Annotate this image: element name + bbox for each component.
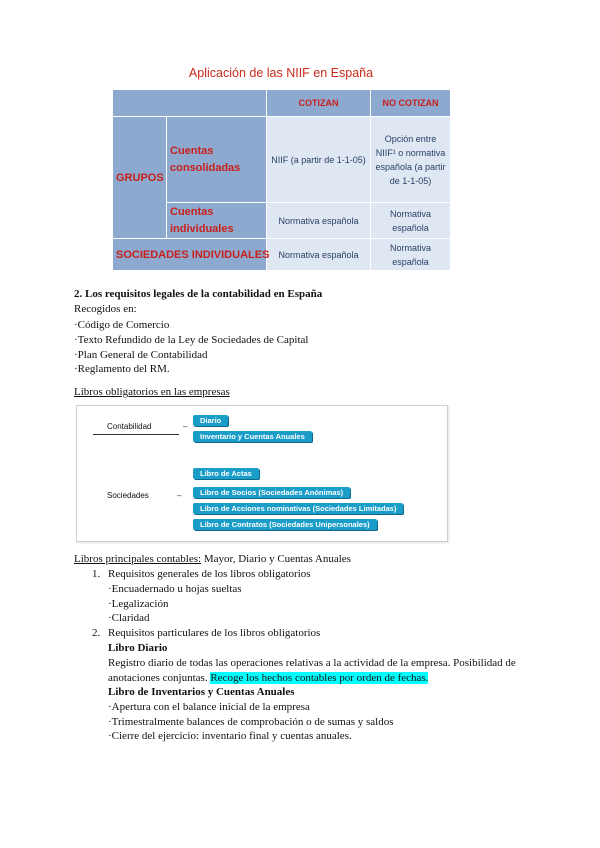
- book-contratos: Libro de Contratos (Sociedades Unipersonales): [193, 519, 377, 530]
- section2-item: ·Plan General de Contabilidad: [74, 349, 208, 361]
- list1-number: 1.: [92, 568, 101, 580]
- inventario-item: ·Cierre del ejercicio: inventario final y cuentas anuales.: [108, 730, 352, 742]
- list1-item: ·Encuadernado u hojas sueltas: [108, 583, 242, 595]
- list1-item: ·Claridad: [108, 612, 150, 624]
- book-acciones: Libro de Acciones nominativas (Sociedades Limitadas): [193, 503, 403, 514]
- list2-title: Requisitos particulares de los libros obligatorios: [108, 627, 321, 639]
- book-actas: Libro de Actas: [193, 468, 259, 479]
- inventario-item: ·Apertura con el balance inicial de la empresa: [108, 701, 310, 713]
- grupos-cell: GRUPOS: [113, 117, 167, 239]
- section2-heading: 2. Los requisitos legales de la contabilidad en España: [74, 288, 323, 300]
- sociedades-individuales-cell: SOCIEDADES INDIVIDUALES: [113, 239, 267, 271]
- ci-cotizan-cell: Normativa española: [267, 203, 371, 239]
- sociedades-label: Sociedades: [107, 491, 149, 500]
- cc-no-cotizan-cell: Opción entre NIIF¹ o normativa española (a partir de 1-1-05): [371, 117, 451, 203]
- book-diario: Diario: [193, 415, 228, 426]
- list1-item: ·Legalización: [108, 598, 169, 610]
- section2-item: ·Texto Refundido de la Ley de Sociedades de Capital: [74, 334, 309, 346]
- si-cotizan-cell: Normativa española: [267, 239, 371, 271]
- si-no-cotizan-cell: Normativa española: [371, 239, 451, 271]
- table-title: Aplicación de las NIIF en España: [188, 66, 374, 80]
- book-socios: Libro de Socios (Sociedades Anónimas): [193, 487, 350, 498]
- contabilidad-underline: [93, 434, 179, 435]
- cc-cotizan-cell: NIIF (a partir de 1-1-05): [267, 117, 371, 203]
- section2-item: ·Código de Comercio: [74, 319, 170, 331]
- header-no-cotizan: NO COTIZAN: [371, 90, 451, 117]
- inventario-heading: Libro de Inventarios y Cuentas Anuales: [108, 686, 295, 698]
- section2-intro: Recogidos en:: [74, 303, 137, 315]
- diario-text-2: [108, 671, 428, 685]
- list1-title: Requisitos generales de los libros obligatorios: [108, 568, 311, 580]
- list2-number: 2.: [92, 627, 101, 639]
- diario-heading: Libro Diario: [108, 642, 168, 654]
- principales-line: [74, 552, 351, 566]
- cuentas-consolidadas-cell: Cuentas consolidadas: [167, 117, 267, 203]
- header-cotizan: COTIZAN: [267, 90, 371, 117]
- niif-table: [112, 89, 451, 271]
- section2-item: ·Reglamento del RM.: [74, 363, 170, 375]
- libros-heading: Libros obligatorios en las empresas: [74, 386, 230, 398]
- book-inventario: Inventario y Cuentas Anuales: [193, 431, 312, 442]
- cuentas-individuales-cell: Cuentas individuales: [167, 203, 267, 239]
- contabilidad-label: Contabilidad: [107, 422, 152, 431]
- inventario-item: ·Trimestralmente balances de comprobación o de sumas y saldos: [108, 716, 394, 728]
- diario-text-part: anotaciones conjuntas.: [108, 672, 211, 684]
- diario-text: Registro diario de todas las operaciones relativas a la actividad de la empresa. Posibilidad de: [108, 657, 516, 669]
- principales-label: Libros principales contables:: [74, 553, 202, 565]
- principales-value: Mayor, Diario y Cuentas Anuales: [201, 553, 351, 565]
- diario-highlight: Recoge los hechos contables por orden de fechas.: [210, 672, 429, 684]
- sociedades-connector: –: [177, 491, 182, 500]
- header-blank-cell: [113, 90, 267, 117]
- contabilidad-connector: –: [183, 422, 188, 431]
- libros-diagram: [76, 405, 448, 542]
- ci-no-cotizan-cell: Normativa española: [371, 203, 451, 239]
